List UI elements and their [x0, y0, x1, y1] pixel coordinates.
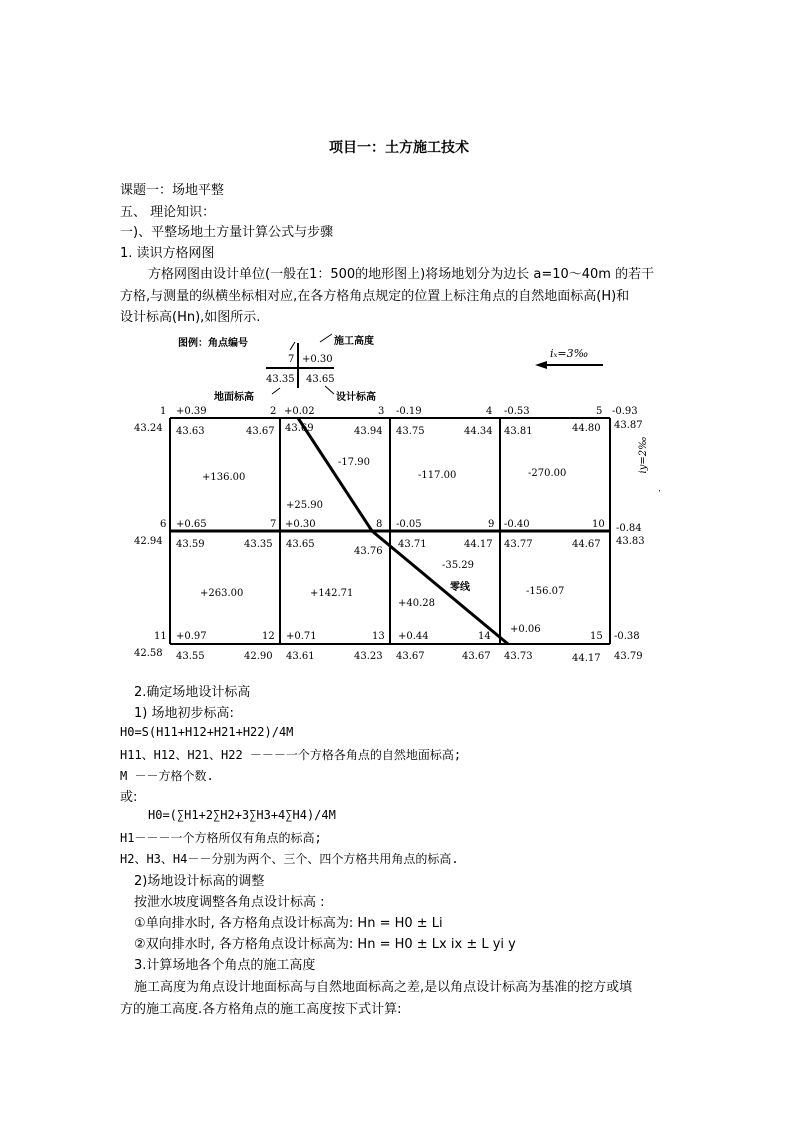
volume-label: +263.00	[200, 588, 244, 599]
point-num: 11	[154, 631, 167, 642]
point-ground: 43.67	[246, 426, 275, 437]
point-num: 3	[378, 406, 385, 417]
paragraph-line: 方格网图由设计单位(一般在1：500的地形图上)将场地划分为边长 a=10～40m 的若干	[148, 267, 655, 282]
point-design: 43.81	[504, 426, 533, 437]
point-ground: 42.94	[134, 536, 163, 547]
text-line: ①单向排水时, 各方格角点设计标高为: Hn = H0 ± Li	[134, 916, 443, 931]
section-heading: 五、 理论知识：	[120, 205, 216, 220]
grid-lines	[170, 418, 610, 644]
formula-2: H0=(∑H1+2∑H2+3∑H3+4∑H4)/4M	[148, 808, 336, 822]
point-h: -0.38	[614, 631, 640, 642]
volume-label: -117.00	[418, 470, 457, 481]
subsection-heading: 一)、平整场地土方量计算公式与步骤	[120, 225, 334, 240]
point-ground: 44.17	[572, 653, 601, 664]
point-num: 9	[488, 519, 495, 530]
point-design: 43.83	[616, 536, 645, 547]
point-h: +0.30	[285, 519, 316, 530]
point-num: 6	[160, 519, 167, 530]
formula-note: H11、H12、H21、H22 －－－一个方格各角点的自然地面标高;	[120, 748, 462, 762]
text-line: ②双向排水时, 各方格角点设计标高为: Hn = H0 ± Lx ix ± L yi y	[134, 937, 516, 952]
text-line: 按泄水坡度调整各角点设计标高 :	[134, 895, 325, 910]
point-num: 5	[596, 406, 603, 417]
point-design: 43.61	[286, 651, 315, 662]
point-num: 2	[270, 406, 277, 417]
point-h: +0.06	[510, 624, 541, 635]
point-h: -0.19	[396, 406, 422, 417]
legend-num: 7	[288, 354, 295, 365]
volume-label: -156.07	[526, 586, 565, 597]
paragraph-line: 设计标高(Hn),如图所示.	[120, 310, 261, 325]
legend-construction-height: 施工高度	[334, 336, 374, 347]
zero-line-label: 零线	[450, 582, 470, 593]
point-ground: 43.94	[354, 426, 383, 437]
legend-design: 43.65	[306, 374, 335, 385]
point-num: 12	[262, 631, 275, 642]
step-heading-1: 1. 读识方格网图	[120, 246, 215, 261]
point-num: 8	[376, 519, 383, 530]
point-design: 43.59	[176, 539, 205, 550]
point-h: -0.84	[616, 523, 642, 534]
point-ground: 43.23	[354, 651, 383, 662]
point-ground: 44.17	[464, 539, 493, 550]
point-design: 43.71	[398, 539, 427, 550]
point-design: 43.65	[286, 539, 315, 550]
volume-label: +40.28	[398, 598, 436, 609]
point-h: -0.40	[504, 519, 530, 530]
point-num: 13	[372, 631, 385, 642]
point-design: 43.77	[504, 539, 533, 550]
legend-ground: 43.35	[266, 374, 295, 385]
point-num: 10	[592, 519, 605, 530]
volume-label: +136.00	[202, 472, 246, 483]
sub-step-heading: 1) 场地初步标高:	[134, 706, 234, 721]
point-ground: 44.67	[572, 539, 601, 550]
page-title: 项目一：土方施工技术	[329, 140, 469, 156]
formula-note: M －－方格个数.	[120, 769, 214, 783]
legend-ground-label: 地面标高	[214, 392, 254, 403]
point-ground: 43.24	[134, 423, 163, 434]
volume-label: -17.90	[338, 457, 371, 468]
point-h: +0.97	[176, 631, 207, 642]
step-heading-2: 2.确定场地设计标高	[134, 685, 251, 700]
point-h: -0.53	[504, 406, 530, 417]
point-num: 7	[270, 519, 277, 530]
volume-label: +142.71	[310, 588, 354, 599]
point-ground: 42.58	[134, 648, 163, 659]
point-design: 43.73	[504, 651, 533, 662]
slope-x-label: iₓ=3‰	[550, 347, 589, 360]
volume-label: -35.29	[442, 560, 475, 571]
point-h: +0.44	[398, 631, 429, 642]
volume-label: +25.90	[286, 500, 324, 511]
point-h: +0.39	[176, 406, 207, 417]
paragraph-line: 方格,与测量的纵横坐标相对应,在各方格角点规定的位置上标注角点的自然地面标高(H)和	[120, 289, 630, 304]
paragraph-line: 施工高度为角点设计地面标高与自然地面标高之差,是以角点设计标高为基准的挖方或填	[134, 980, 633, 995]
legend-design-label: 设计标高	[336, 392, 376, 403]
point-design: 43.63	[176, 426, 205, 437]
step-heading-3: 3.计算场地各个角点的施工高度	[134, 958, 316, 973]
paragraph-line: 方的施工高度.各方格角点的施工高度按下式计算:	[120, 1002, 402, 1017]
point-num: 15	[590, 631, 603, 642]
point-design: 43.69	[285, 423, 314, 434]
point-ground: 42.90	[244, 651, 273, 662]
point-num: 1	[160, 406, 167, 417]
point-h: +0.71	[286, 631, 317, 642]
point-design: 43.79	[614, 651, 643, 662]
point-h: +0.65	[176, 519, 207, 530]
point-h: -0.05	[396, 519, 422, 530]
point-h: -0.93	[612, 406, 638, 417]
slope-y-label: iy=2‰	[638, 436, 649, 474]
point-ground: 44.34	[464, 426, 493, 437]
sub-step-heading: 2)场地设计标高的调整	[134, 874, 265, 889]
formula-1: H0=S(H11+H12+H21+H22)/4M	[120, 725, 294, 739]
point-design: 43.75	[396, 426, 425, 437]
point-num: 4	[486, 406, 493, 417]
point-ground: 43.35	[244, 539, 273, 550]
volume-label: -270.00	[528, 468, 567, 479]
point-design: 43.67	[396, 651, 425, 662]
point-h: +0.02	[284, 406, 315, 417]
grid-figure	[120, 330, 660, 665]
point-num: 14	[478, 631, 491, 642]
legend-title: 图例：角点编号	[178, 338, 248, 349]
point-ground: 44.80	[572, 423, 601, 434]
or-label: 或:	[120, 790, 138, 805]
point-ground: 43.76	[354, 546, 383, 557]
formula-note: H1－－－一个方格所仅有角点的标高;	[120, 831, 322, 845]
formula-note: H2、H3、H4－－分别为两个、三个、四个方格共用角点的标高.	[120, 852, 459, 866]
point-design: 43.55	[176, 651, 205, 662]
point-ground: 43.67	[462, 651, 491, 662]
legend-h: +0.30	[302, 354, 333, 365]
lesson-heading: 课题一：场地平整	[120, 183, 225, 198]
point-design: 43.87	[614, 420, 643, 431]
